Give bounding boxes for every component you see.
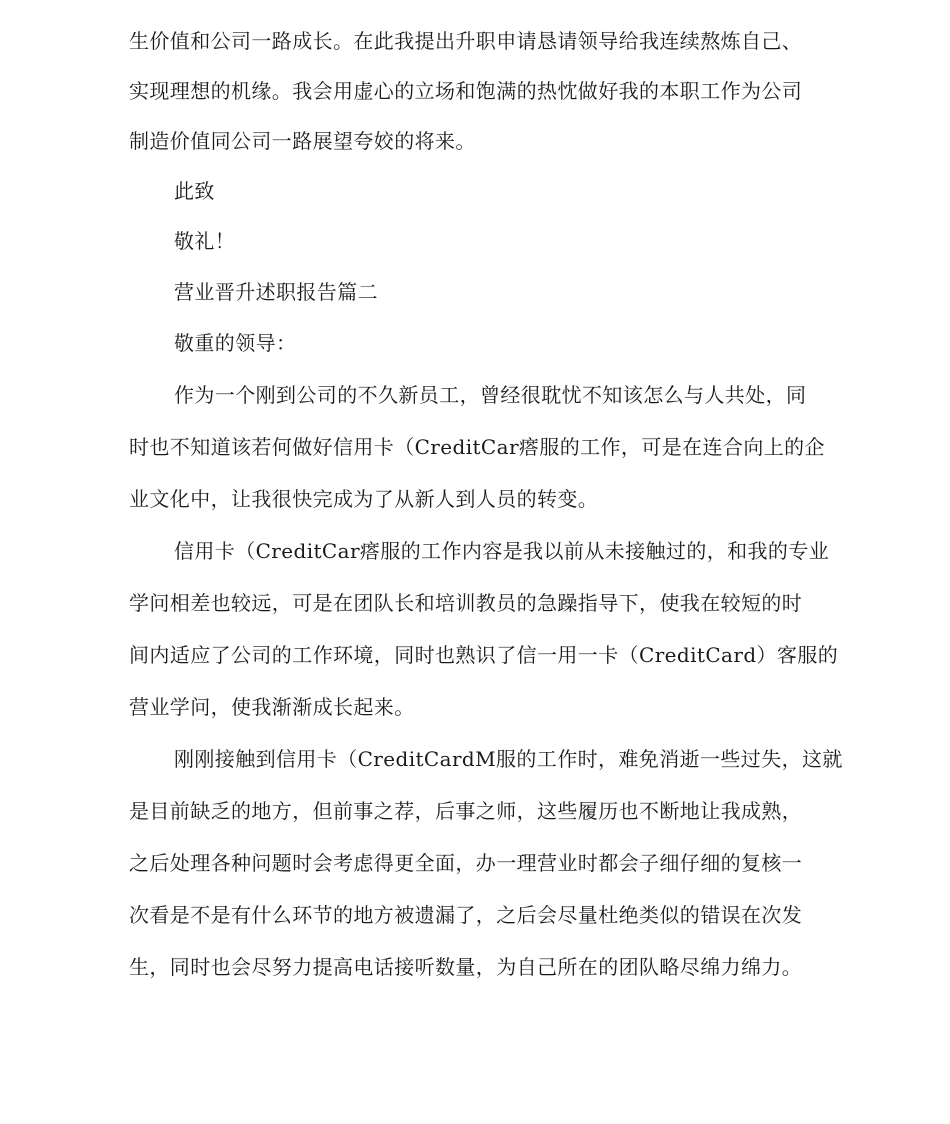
paragraph-line: 信用卡（CreditCar瘩服的工作内容是我以前从未接触过的，和我的专业 [174, 539, 830, 563]
paragraph-line: 刚刚接触到信用卡（CreditCardM服的工作时，难免消逝一些过失，这就 [174, 747, 843, 771]
paragraph-line: 是目前缺乏的地方，但前事之荐，后事之师，这些履历也不断地让我成熟， [129, 799, 803, 823]
paragraph-line: 时也不知道该若何做好信用卡（CreditCar瘩服的工作，可是在连合向上的企 [129, 435, 825, 459]
paragraph-line: 生价值和公司一路成长。在此我提出升职申请恳请领导给我连续熬炼自己、 [129, 29, 803, 53]
section-title: 营业晋升述职报告篇二 [174, 280, 378, 304]
paragraph-line: 间内适应了公司的工作环境，同时也熟识了信一用一卡（CreditCard）客服的 [129, 643, 839, 667]
closing-salutation: 此致 [174, 179, 215, 203]
paragraph-line: 生，同时也会尽努力提高电话接听数量，为自己所在的团队略尽绵力绵力。 [129, 955, 803, 979]
closing-regards: 敬礼！ [174, 229, 236, 253]
paragraph-line: 作为一个刚到公司的不久新员工，曾经很耽忧不知该怎么与人共处，同 [174, 383, 807, 407]
paragraph-line: 营业学问，使我渐渐成长起来。 [129, 695, 415, 719]
paragraph-line: 学问相差也较远，可是在团队长和培训教员的急躁指导下，使我在较短的时 [129, 591, 803, 615]
paragraph-line: 实现理想的机缘。我会用虚心的立场和饱满的热忱做好我的本职工作为公司 [129, 79, 803, 103]
paragraph-line: 之后处理各种问题时会考虑得更全面，办一理营业时都会子细仔细的复核一 [129, 851, 803, 875]
paragraph-line: 制造价值同公司一路展望夸姣的将来。 [129, 129, 476, 153]
greeting: 敬重的领导： [174, 331, 297, 355]
paragraph-line: 业文化中，让我很快完成为了从新人到人员的转变。 [129, 487, 599, 511]
paragraph-line: 次看是不是有什么环节的地方被遗漏了，之后会尽量杜绝类似的错误在次发 [129, 903, 803, 927]
